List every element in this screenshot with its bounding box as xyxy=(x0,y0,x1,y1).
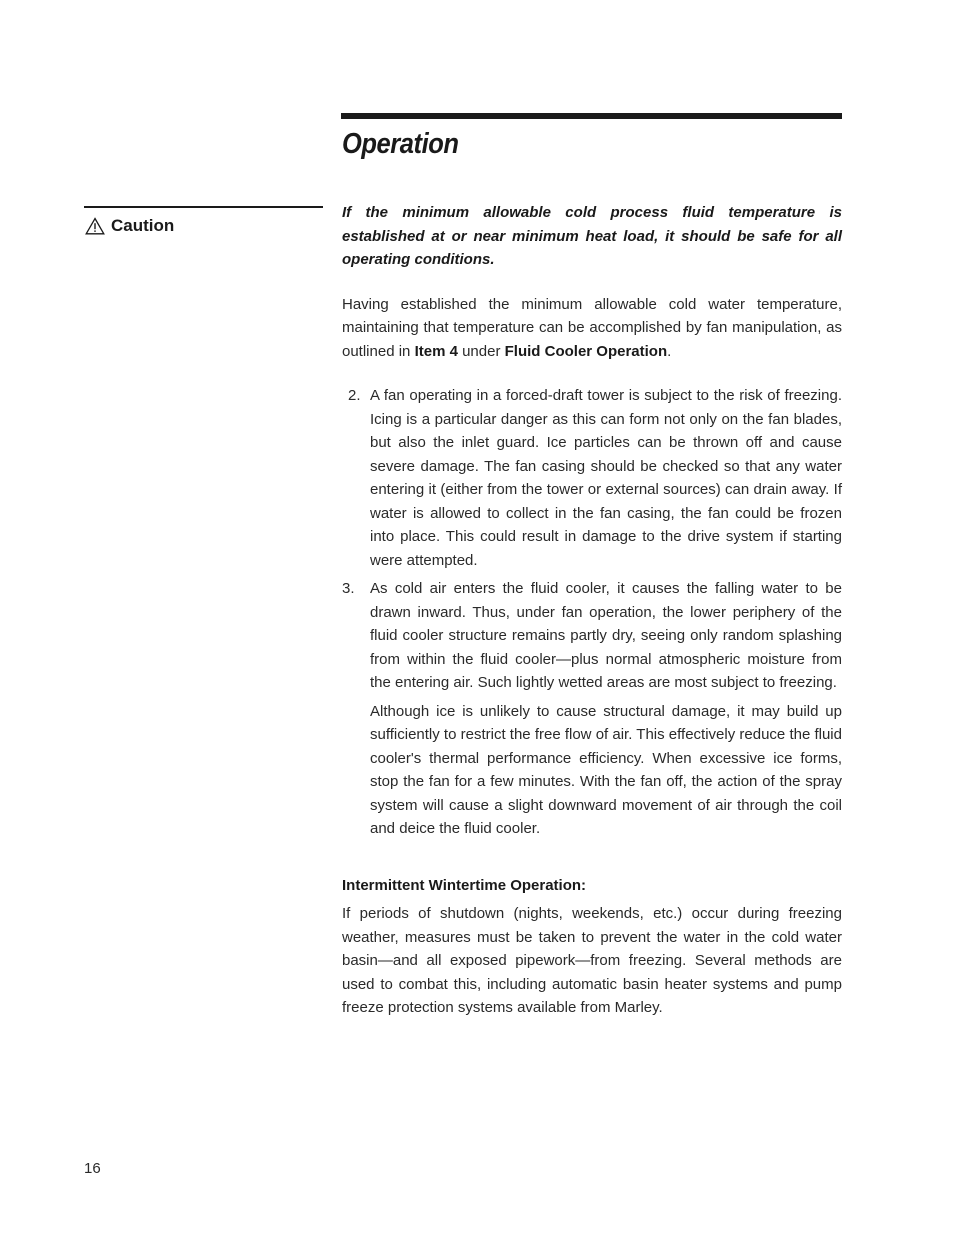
caution-text: If the minimum allowable cold process fluid temperature is established at or near minimum heat load, it should be safe for all operating conditions. xyxy=(342,204,842,268)
list-number: 3. xyxy=(342,580,355,597)
numbered-list xyxy=(342,384,842,841)
list-paragraph: A fan operating in a forced-draft tower is subject to the risk of freezing. Icing is a particular danger as this can form not only on the fan blades, but also the inlet guard. Ice particles can be thrown off and cause severe damage. The fan casing should be checked so that any water entering it (either from the tower or external sources) can drain away. If water is allowed to collect in the fan casing, the fan could be frozen into place. This could result in damage to the drive system if starting were attempted. xyxy=(370,387,842,569)
intro-end: . xyxy=(667,342,672,360)
list-item xyxy=(342,384,842,572)
intro-connector: under xyxy=(457,342,505,360)
intro-paragraph xyxy=(342,293,842,364)
list-item-body xyxy=(370,384,842,572)
page-number: 16 xyxy=(84,1160,101,1177)
section-reference: Fluid Cooler Operation xyxy=(504,342,668,360)
list-item-body xyxy=(370,577,842,841)
list-item xyxy=(342,577,842,841)
title-rule xyxy=(341,113,842,119)
page-title: Operation xyxy=(342,128,459,160)
caution-callout xyxy=(85,216,174,236)
warning-triangle-icon xyxy=(85,217,105,235)
intro-text: Having established the minimum allowable cold water temperature, maintaining that temperature can be accomplished by fan manipulation, as outlined in xyxy=(342,295,842,360)
list-paragraph: As cold air enters the fluid cooler, it causes the falling water to be drawn inward. Thus, under fan operation, the lower periphery of the fluid cooler structure remains partly dry, seeing only random splashing from within the fluid cooler—plus normal atmospheric moisture from the entering air. Such lightly wetted areas are most subject to freezing. xyxy=(370,580,842,691)
item-reference: Item 4 xyxy=(414,342,458,360)
list-number: 2. xyxy=(348,387,361,404)
caution-label: Caution xyxy=(111,216,175,235)
list-paragraph: Although ice is unlikely to cause structural damage, it may build up sufficiently to restrict the free flow of air. This effectively reduce the fluid cooler's thermal performance efficiency. When excessive ice forms, stop the fan for a few minutes. With the fan off, the action of the spray system will cause a slight downward movement of air through the coil and deice the fluid cooler. xyxy=(370,702,842,837)
main-content xyxy=(342,201,842,1020)
section-body: If periods of shutdown (nights, weekends, etc.) occur during freezing weather, measures must be taken to prevent the water in the cold water basin—and all exposed pipework—from freezing. Several methods are used to combat this, including automatic basin heater systems and pump freeze protection systems available from Marley. xyxy=(342,905,842,1016)
section-heading: Intermittent Wintertime Operation: xyxy=(342,876,587,894)
caution-rule xyxy=(84,206,323,208)
